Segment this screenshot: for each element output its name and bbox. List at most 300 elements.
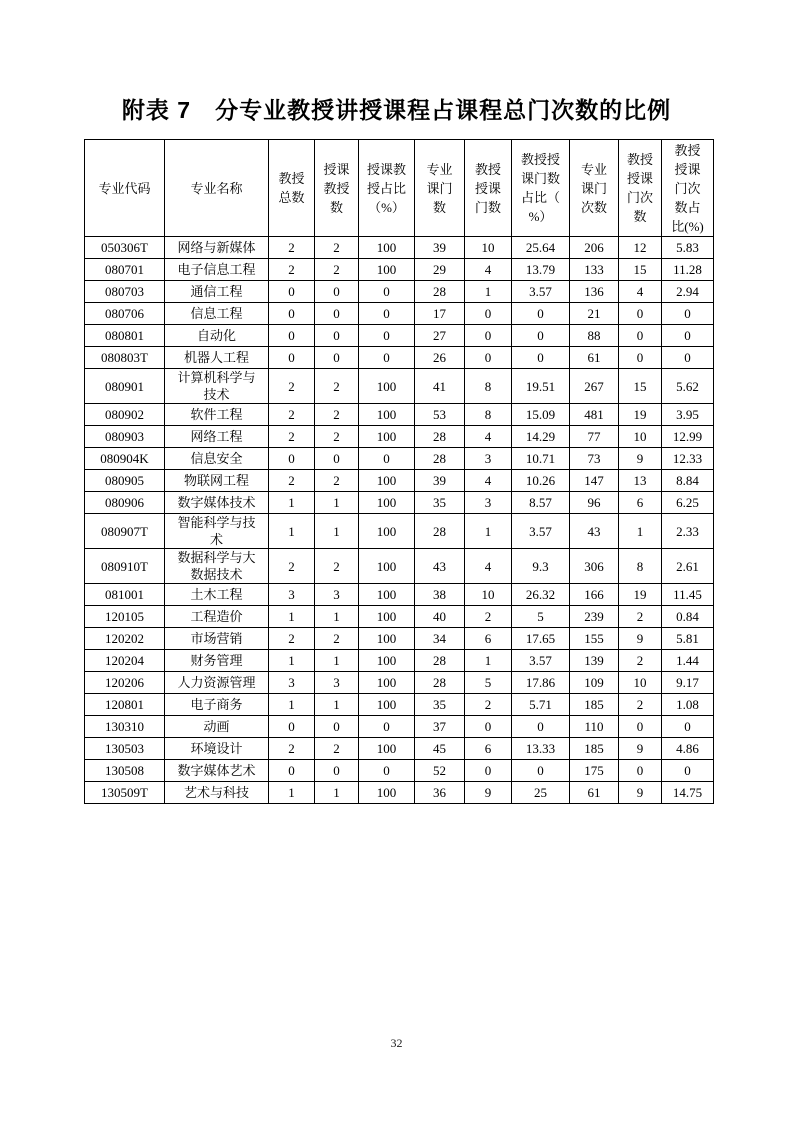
major-code-cell: 130509T: [85, 782, 165, 804]
professor-total-cell: 1: [269, 650, 315, 672]
teaching-professor-count-cell: 2: [315, 237, 359, 259]
teaching-professor-count-cell: 2: [315, 470, 359, 492]
major-name-cell: 环境设计: [165, 738, 269, 760]
teaching-professor-count-cell: 2: [315, 628, 359, 650]
teaching-professor-count-cell: 0: [315, 448, 359, 470]
major-session-count-cell: 73: [570, 448, 619, 470]
professor-course-pct-cell: 9.3: [512, 549, 570, 584]
teaching-professor-count-cell: 2: [315, 369, 359, 404]
professor-course-count-cell: 10: [465, 584, 512, 606]
professor-course-pct-cell: 10.71: [512, 448, 570, 470]
teaching-professor-pct-cell: 100: [359, 470, 415, 492]
major-code-cell: 120801: [85, 694, 165, 716]
major-course-count-cell: 43: [415, 549, 465, 584]
professor-course-pct-cell: 13.79: [512, 259, 570, 281]
professor-session-pct-cell: 0: [662, 325, 714, 347]
professor-total-cell: 2: [269, 237, 315, 259]
major-code-cell: 130503: [85, 738, 165, 760]
professor-total-cell: 2: [269, 549, 315, 584]
professor-session-pct-cell: 6.25: [662, 492, 714, 514]
professor-session-count-cell: 9: [619, 628, 662, 650]
professor-course-pct-cell: 0: [512, 347, 570, 369]
table-row: [85, 549, 714, 584]
major-course-count-cell: 26: [415, 347, 465, 369]
column-header: 专业名称: [165, 140, 269, 237]
major-code-cell: 120206: [85, 672, 165, 694]
professor-session-count-cell: 0: [619, 760, 662, 782]
major-session-count-cell: 109: [570, 672, 619, 694]
professor-course-count-cell: 2: [465, 694, 512, 716]
major-name-cell: 信息安全: [165, 448, 269, 470]
professor-session-count-cell: 9: [619, 448, 662, 470]
major-session-count-cell: 133: [570, 259, 619, 281]
column-header: 教授总数: [269, 140, 315, 237]
major-session-count-cell: 481: [570, 404, 619, 426]
table-row: [85, 347, 714, 369]
professor-course-count-cell: 0: [465, 760, 512, 782]
professor-session-count-cell: 9: [619, 782, 662, 804]
professor-total-cell: 2: [269, 369, 315, 404]
table-row: [85, 628, 714, 650]
column-header: 教授授课门数占比（%）: [512, 140, 570, 237]
teaching-professor-pct-cell: 100: [359, 369, 415, 404]
major-course-count-cell: 45: [415, 738, 465, 760]
table-row: [85, 738, 714, 760]
professor-course-pct-cell: 3.57: [512, 514, 570, 549]
professor-session-pct-cell: 11.45: [662, 584, 714, 606]
professor-course-count-cell: 1: [465, 281, 512, 303]
major-course-count-cell: 52: [415, 760, 465, 782]
teaching-professor-count-cell: 0: [315, 281, 359, 303]
professor-session-pct-cell: 12.33: [662, 448, 714, 470]
teaching-professor-pct-cell: 100: [359, 606, 415, 628]
major-session-count-cell: 77: [570, 426, 619, 448]
table-row: [85, 584, 714, 606]
table-row: [85, 760, 714, 782]
table-row: [85, 281, 714, 303]
major-name-cell: 电子商务: [165, 694, 269, 716]
professor-course-pct-cell: 19.51: [512, 369, 570, 404]
column-header: 教授授课门数: [465, 140, 512, 237]
column-header: 专业课门次数: [570, 140, 619, 237]
professor-session-pct-cell: 2.61: [662, 549, 714, 584]
professor-total-cell: 2: [269, 470, 315, 492]
professor-course-pct-cell: 3.57: [512, 650, 570, 672]
professor-course-count-cell: 4: [465, 549, 512, 584]
major-course-count-cell: 37: [415, 716, 465, 738]
major-name-cell: 网络与新媒体: [165, 237, 269, 259]
professor-course-pct-cell: 3.57: [512, 281, 570, 303]
professor-course-pct-cell: 0: [512, 716, 570, 738]
major-code-cell: 081001: [85, 584, 165, 606]
major-code-cell: 080706: [85, 303, 165, 325]
professor-course-count-cell: 9: [465, 782, 512, 804]
table-header: [85, 140, 714, 237]
professor-session-pct-cell: 4.86: [662, 738, 714, 760]
major-name-cell: 机器人工程: [165, 347, 269, 369]
major-name-cell: 网络工程: [165, 426, 269, 448]
major-session-count-cell: 206: [570, 237, 619, 259]
major-course-count-cell: 28: [415, 448, 465, 470]
column-header: 授课教授数: [315, 140, 359, 237]
professor-session-pct-cell: 0: [662, 347, 714, 369]
major-session-count-cell: 166: [570, 584, 619, 606]
professor-session-pct-cell: 1.44: [662, 650, 714, 672]
professor-session-pct-cell: 5.81: [662, 628, 714, 650]
professor-session-count-cell: 0: [619, 716, 662, 738]
professor-course-count-cell: 10: [465, 237, 512, 259]
teaching-professor-count-cell: 2: [315, 738, 359, 760]
professor-course-count-cell: 2: [465, 606, 512, 628]
professor-course-count-cell: 1: [465, 650, 512, 672]
major-name-cell: 电子信息工程: [165, 259, 269, 281]
table-row: [85, 369, 714, 404]
major-session-count-cell: 147: [570, 470, 619, 492]
major-course-count-cell: 35: [415, 492, 465, 514]
major-name-cell: 物联网工程: [165, 470, 269, 492]
major-name-cell: 通信工程: [165, 281, 269, 303]
major-session-count-cell: 61: [570, 782, 619, 804]
professor-total-cell: 0: [269, 303, 315, 325]
professor-session-count-cell: 0: [619, 303, 662, 325]
table-row: [85, 782, 714, 804]
teaching-professor-pct-cell: 100: [359, 694, 415, 716]
teaching-professor-pct-cell: 0: [359, 448, 415, 470]
professor-total-cell: 0: [269, 347, 315, 369]
professor-course-pct-cell: 0: [512, 303, 570, 325]
professor-total-cell: 2: [269, 404, 315, 426]
teaching-professor-count-cell: 1: [315, 514, 359, 549]
professor-session-count-cell: 0: [619, 347, 662, 369]
professor-total-cell: 0: [269, 281, 315, 303]
column-header: 教授授课门次数: [619, 140, 662, 237]
major-course-count-cell: 41: [415, 369, 465, 404]
major-session-count-cell: 43: [570, 514, 619, 549]
teaching-professor-count-cell: 1: [315, 492, 359, 514]
professor-course-count-cell: 5: [465, 672, 512, 694]
major-code-cell: 080904K: [85, 448, 165, 470]
professor-session-count-cell: 2: [619, 606, 662, 628]
major-name-cell: 数字媒体技术: [165, 492, 269, 514]
professor-session-pct-cell: 2.33: [662, 514, 714, 549]
professor-total-cell: 1: [269, 492, 315, 514]
professor-course-pct-cell: 15.09: [512, 404, 570, 426]
teaching-professor-pct-cell: 0: [359, 303, 415, 325]
professor-session-pct-cell: 1.08: [662, 694, 714, 716]
table-row: [85, 606, 714, 628]
major-session-count-cell: 136: [570, 281, 619, 303]
table-row: [85, 514, 714, 549]
professor-session-count-cell: 19: [619, 404, 662, 426]
major-code-cell: 130310: [85, 716, 165, 738]
professor-course-pct-cell: 14.29: [512, 426, 570, 448]
major-name-cell: 软件工程: [165, 404, 269, 426]
major-name-cell: 自动化: [165, 325, 269, 347]
major-name-cell: 智能科学与技术: [165, 514, 269, 549]
major-code-cell: 080803T: [85, 347, 165, 369]
professor-total-cell: 2: [269, 738, 315, 760]
table-row: [85, 259, 714, 281]
table-row: [85, 426, 714, 448]
teaching-professor-pct-cell: 100: [359, 782, 415, 804]
teaching-professor-pct-cell: 100: [359, 549, 415, 584]
professor-course-count-cell: 4: [465, 470, 512, 492]
professor-session-count-cell: 0: [619, 325, 662, 347]
professor-course-count-cell: 0: [465, 716, 512, 738]
professor-course-count-cell: 8: [465, 369, 512, 404]
teaching-professor-count-cell: 0: [315, 760, 359, 782]
major-code-cell: 080701: [85, 259, 165, 281]
professor-course-pct-cell: 25.64: [512, 237, 570, 259]
column-header: 授课教授占比（%）: [359, 140, 415, 237]
professor-total-cell: 2: [269, 259, 315, 281]
professor-session-count-cell: 2: [619, 650, 662, 672]
teaching-professor-count-cell: 1: [315, 606, 359, 628]
major-course-count-cell: 28: [415, 672, 465, 694]
table-body: [85, 237, 714, 804]
professor-session-pct-cell: 11.28: [662, 259, 714, 281]
major-session-count-cell: 239: [570, 606, 619, 628]
table-row: [85, 470, 714, 492]
table-row: [85, 237, 714, 259]
teaching-professor-pct-cell: 100: [359, 738, 415, 760]
teaching-professor-pct-cell: 100: [359, 404, 415, 426]
teaching-professor-pct-cell: 0: [359, 281, 415, 303]
major-code-cell: 080901: [85, 369, 165, 404]
table-row: [85, 325, 714, 347]
major-name-cell: 艺术与科技: [165, 782, 269, 804]
professor-session-count-cell: 13: [619, 470, 662, 492]
professor-course-count-cell: 0: [465, 347, 512, 369]
professor-course-count-cell: 6: [465, 738, 512, 760]
major-course-count-cell: 28: [415, 514, 465, 549]
professor-course-count-cell: 3: [465, 492, 512, 514]
major-session-count-cell: 185: [570, 694, 619, 716]
major-name-cell: 人力资源管理: [165, 672, 269, 694]
major-session-count-cell: 267: [570, 369, 619, 404]
teaching-professor-count-cell: 3: [315, 672, 359, 694]
professor-session-pct-cell: 2.94: [662, 281, 714, 303]
table-row: [85, 650, 714, 672]
teaching-professor-pct-cell: 0: [359, 325, 415, 347]
major-session-count-cell: 96: [570, 492, 619, 514]
major-code-cell: 120105: [85, 606, 165, 628]
major-session-count-cell: 88: [570, 325, 619, 347]
professor-session-pct-cell: 0: [662, 303, 714, 325]
teaching-professor-pct-cell: 100: [359, 426, 415, 448]
major-code-cell: 120204: [85, 650, 165, 672]
professor-session-count-cell: 10: [619, 426, 662, 448]
professor-course-pct-cell: 0: [512, 325, 570, 347]
professor-total-cell: 1: [269, 782, 315, 804]
professor-course-pct-cell: 5: [512, 606, 570, 628]
professor-total-cell: 3: [269, 584, 315, 606]
teaching-professor-count-cell: 2: [315, 404, 359, 426]
teaching-professor-count-cell: 3: [315, 584, 359, 606]
teaching-professor-pct-cell: 100: [359, 259, 415, 281]
major-session-count-cell: 139: [570, 650, 619, 672]
teaching-professor-pct-cell: 100: [359, 650, 415, 672]
teaching-professor-count-cell: 1: [315, 782, 359, 804]
professor-course-count-cell: 0: [465, 303, 512, 325]
major-course-count-cell: 27: [415, 325, 465, 347]
major-code-cell: 080906: [85, 492, 165, 514]
major-code-cell: 080903: [85, 426, 165, 448]
professor-total-cell: 0: [269, 325, 315, 347]
major-course-count-cell: 39: [415, 237, 465, 259]
major-code-cell: 130508: [85, 760, 165, 782]
teaching-professor-pct-cell: 100: [359, 584, 415, 606]
major-course-count-cell: 53: [415, 404, 465, 426]
professor-session-count-cell: 19: [619, 584, 662, 606]
teaching-professor-count-cell: 2: [315, 426, 359, 448]
major-code-cell: 080907T: [85, 514, 165, 549]
table-row: [85, 404, 714, 426]
teaching-professor-count-cell: 1: [315, 694, 359, 716]
professor-session-pct-cell: 0: [662, 760, 714, 782]
professor-session-pct-cell: 5.62: [662, 369, 714, 404]
major-course-count-cell: 36: [415, 782, 465, 804]
table-row: [85, 672, 714, 694]
page-number: 32: [390, 1036, 403, 1050]
professor-total-cell: 1: [269, 514, 315, 549]
table-row: [85, 303, 714, 325]
teaching-professor-pct-cell: 0: [359, 760, 415, 782]
major-name-cell: 信息工程: [165, 303, 269, 325]
page-title: 附表 7 分专业教授讲授课程占课程总门次数的比例: [121, 97, 672, 123]
teaching-professor-pct-cell: 100: [359, 672, 415, 694]
major-course-count-cell: 35: [415, 694, 465, 716]
professor-total-cell: 0: [269, 760, 315, 782]
professor-total-cell: 1: [269, 606, 315, 628]
major-code-cell: 080905: [85, 470, 165, 492]
teaching-professor-count-cell: 1: [315, 650, 359, 672]
column-header: 专业代码: [85, 140, 165, 237]
major-code-cell: 080801: [85, 325, 165, 347]
professor-course-pct-cell: 8.57: [512, 492, 570, 514]
professor-session-count-cell: 1: [619, 514, 662, 549]
professor-session-pct-cell: 0: [662, 716, 714, 738]
professor-course-pct-cell: 0: [512, 760, 570, 782]
majors-professor-course-table: [84, 139, 714, 804]
professor-course-pct-cell: 17.86: [512, 672, 570, 694]
major-course-count-cell: 28: [415, 426, 465, 448]
major-code-cell: 080910T: [85, 549, 165, 584]
major-course-count-cell: 28: [415, 281, 465, 303]
professor-total-cell: 3: [269, 672, 315, 694]
teaching-professor-count-cell: 0: [315, 325, 359, 347]
table-row: [85, 448, 714, 470]
table-header-row: [85, 140, 714, 237]
professor-course-pct-cell: 25: [512, 782, 570, 804]
teaching-professor-count-cell: 2: [315, 549, 359, 584]
professor-session-count-cell: 15: [619, 369, 662, 404]
major-name-cell: 市场营销: [165, 628, 269, 650]
major-session-count-cell: 110: [570, 716, 619, 738]
teaching-professor-pct-cell: 100: [359, 237, 415, 259]
major-name-cell: 土木工程: [165, 584, 269, 606]
major-code-cell: 080902: [85, 404, 165, 426]
major-session-count-cell: 21: [570, 303, 619, 325]
major-session-count-cell: 61: [570, 347, 619, 369]
column-header: 教授授课门次数占比(%): [662, 140, 714, 237]
major-name-cell: 财务管理: [165, 650, 269, 672]
teaching-professor-pct-cell: 0: [359, 716, 415, 738]
professor-total-cell: 0: [269, 716, 315, 738]
professor-session-pct-cell: 0.84: [662, 606, 714, 628]
teaching-professor-count-cell: 0: [315, 716, 359, 738]
professor-session-count-cell: 2: [619, 694, 662, 716]
major-name-cell: 数字媒体艺术: [165, 760, 269, 782]
professor-session-count-cell: 15: [619, 259, 662, 281]
professor-total-cell: 2: [269, 628, 315, 650]
professor-session-pct-cell: 5.83: [662, 237, 714, 259]
professor-course-count-cell: 6: [465, 628, 512, 650]
major-session-count-cell: 155: [570, 628, 619, 650]
professor-course-count-cell: 4: [465, 426, 512, 448]
major-course-count-cell: 38: [415, 584, 465, 606]
major-name-cell: 计算机科学与技术: [165, 369, 269, 404]
major-session-count-cell: 175: [570, 760, 619, 782]
major-course-count-cell: 17: [415, 303, 465, 325]
table-row: [85, 694, 714, 716]
major-course-count-cell: 40: [415, 606, 465, 628]
major-course-count-cell: 34: [415, 628, 465, 650]
major-code-cell: 080703: [85, 281, 165, 303]
major-name-cell: 数据科学与大数据技术: [165, 549, 269, 584]
column-header: 专业课门数: [415, 140, 465, 237]
teaching-professor-count-cell: 0: [315, 303, 359, 325]
teaching-professor-count-cell: 2: [315, 259, 359, 281]
professor-total-cell: 2: [269, 426, 315, 448]
teaching-professor-pct-cell: 100: [359, 514, 415, 549]
professor-course-pct-cell: 10.26: [512, 470, 570, 492]
major-session-count-cell: 306: [570, 549, 619, 584]
professor-course-pct-cell: 26.32: [512, 584, 570, 606]
professor-session-count-cell: 6: [619, 492, 662, 514]
professor-session-pct-cell: 12.99: [662, 426, 714, 448]
professor-course-count-cell: 0: [465, 325, 512, 347]
major-code-cell: 050306T: [85, 237, 165, 259]
professor-course-count-cell: 4: [465, 259, 512, 281]
professor-session-pct-cell: 8.84: [662, 470, 714, 492]
professor-course-pct-cell: 5.71: [512, 694, 570, 716]
teaching-professor-pct-cell: 100: [359, 628, 415, 650]
professor-course-count-cell: 1: [465, 514, 512, 549]
major-name-cell: 工程造价: [165, 606, 269, 628]
professor-session-count-cell: 9: [619, 738, 662, 760]
professor-session-count-cell: 8: [619, 549, 662, 584]
professor-session-count-cell: 10: [619, 672, 662, 694]
table-row: [85, 492, 714, 514]
table-row: [85, 716, 714, 738]
professor-total-cell: 1: [269, 694, 315, 716]
professor-course-pct-cell: 13.33: [512, 738, 570, 760]
professor-course-count-cell: 3: [465, 448, 512, 470]
professor-session-pct-cell: 9.17: [662, 672, 714, 694]
professor-session-pct-cell: 3.95: [662, 404, 714, 426]
professor-session-count-cell: 12: [619, 237, 662, 259]
major-name-cell: 动画: [165, 716, 269, 738]
major-session-count-cell: 185: [570, 738, 619, 760]
professor-session-count-cell: 4: [619, 281, 662, 303]
professor-course-pct-cell: 17.65: [512, 628, 570, 650]
professor-total-cell: 0: [269, 448, 315, 470]
major-course-count-cell: 29: [415, 259, 465, 281]
teaching-professor-pct-cell: 0: [359, 347, 415, 369]
teaching-professor-pct-cell: 100: [359, 492, 415, 514]
professor-session-pct-cell: 14.75: [662, 782, 714, 804]
